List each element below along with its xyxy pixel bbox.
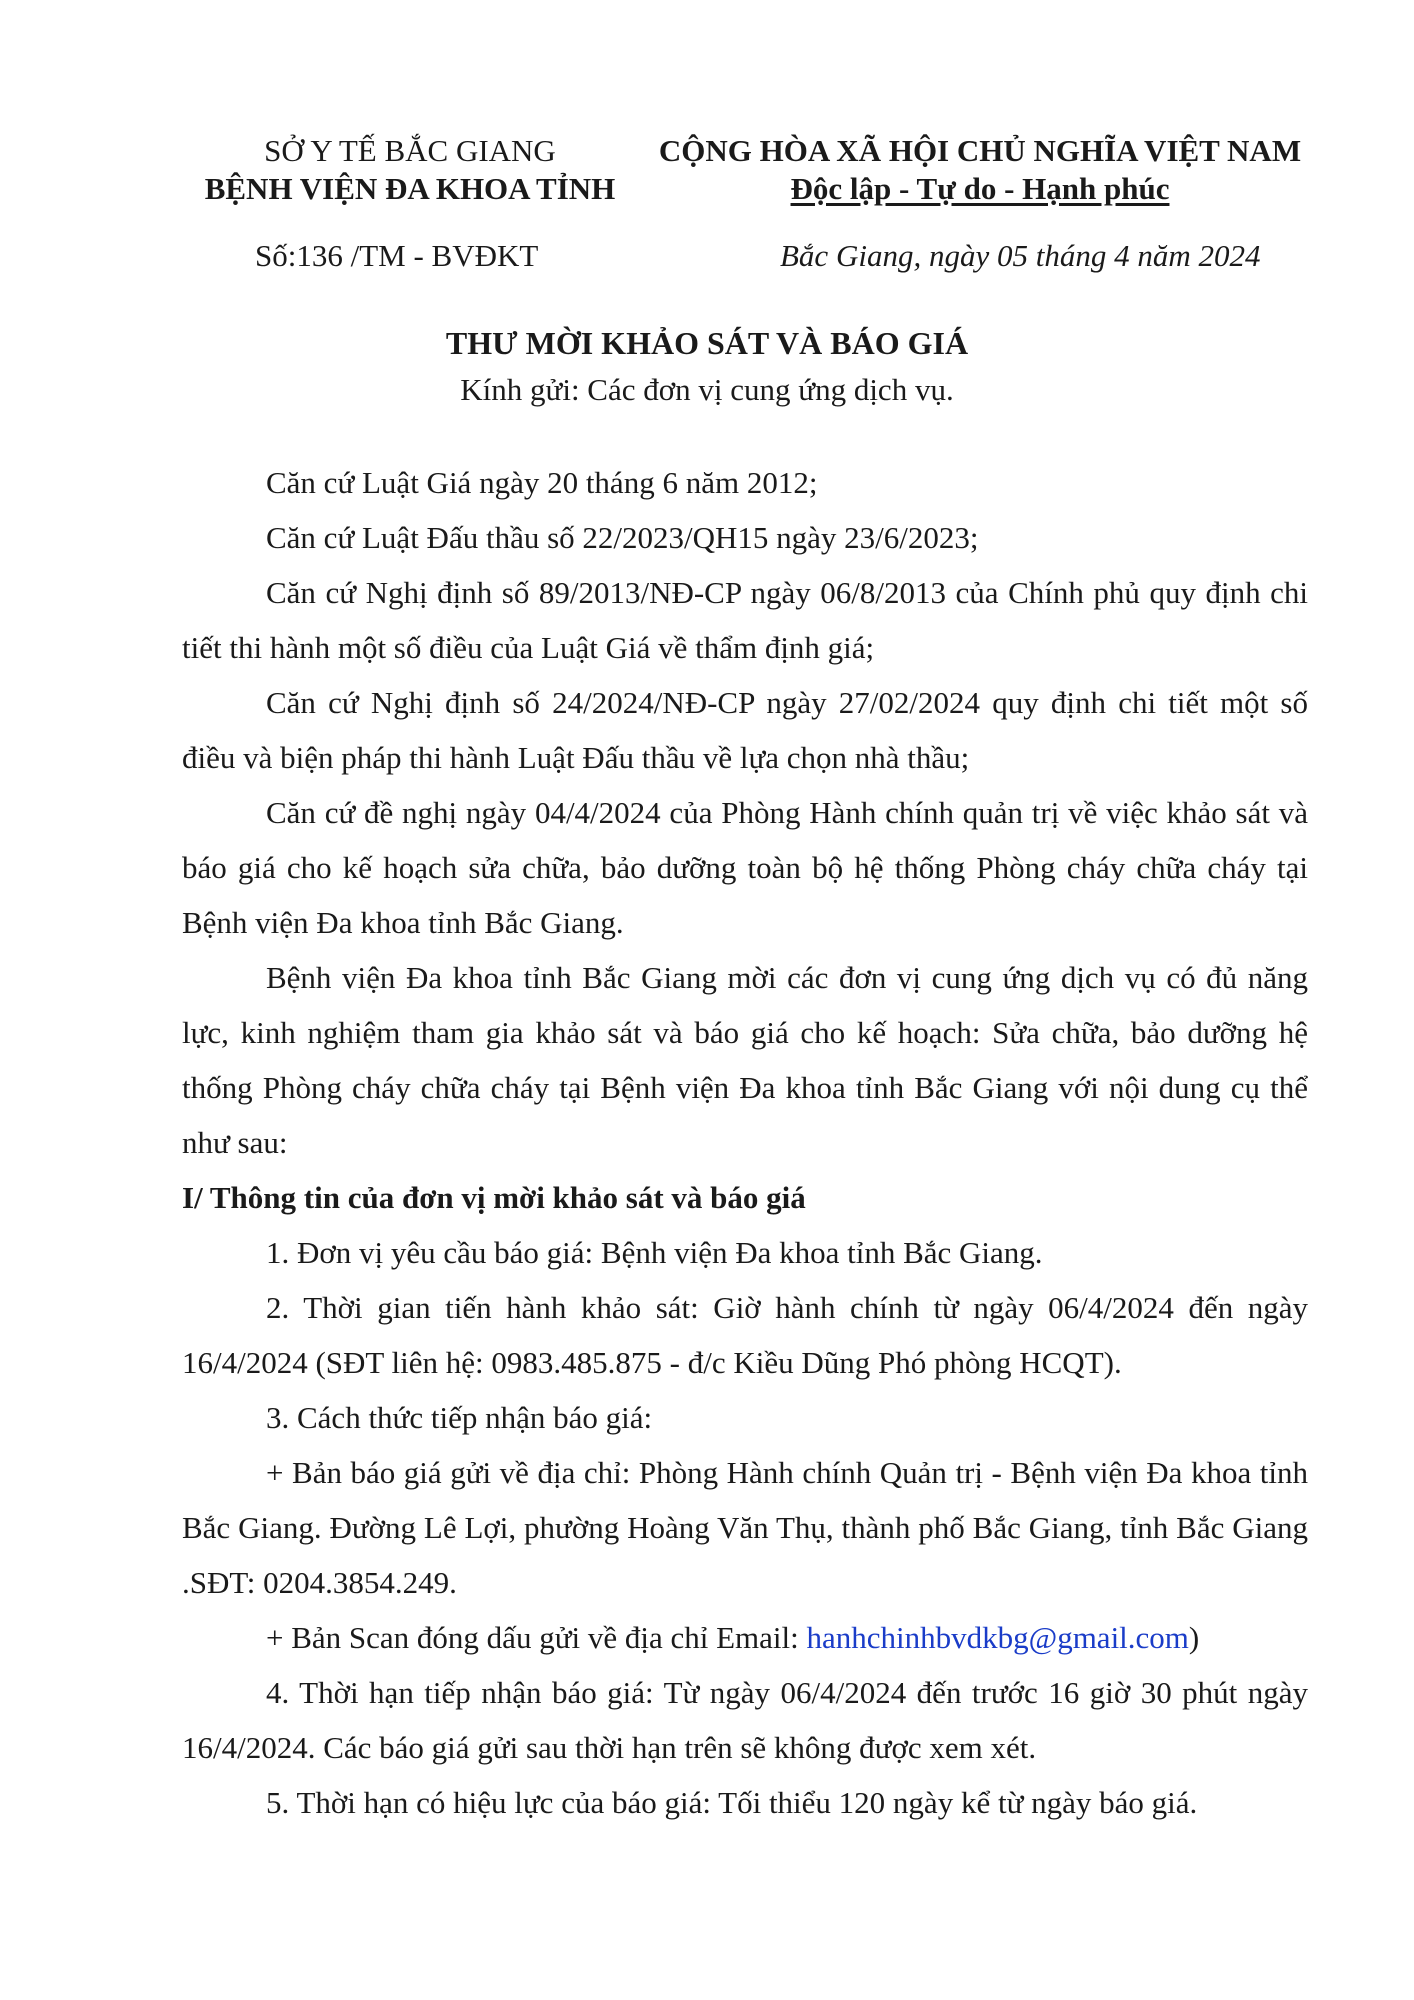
legal-basis-2: Căn cứ Luật Đấu thầu số 22/2023/QH15 ngày 23/6/2023; [266,520,979,555]
section-item-3a: + Bản báo giá gửi về địa chỉ: Phòng Hành chính Quản trị - Bệnh viện Đa khoa tỉnh Bắc Giang. Đường Lê Lợi, phường Hoàng Văn Thụ, thành phố Bắc Giang, tỉnh Bắc Giang .SĐT: 0204.3854.249. [182,1455,1308,1600]
document-body [182,455,1308,1830]
document-number: Số:136 /TM - BVĐKT [255,238,539,273]
section-item-3: 3. Cách thức tiếp nhận báo giá: [266,1400,653,1435]
national-title: CỘNG HÒA XÃ HỘI CHỦ NGHĨA VIỆT NAM [658,133,1302,168]
document-date: Bắc Giang, ngày 05 tháng 4 năm 2024 [780,238,1261,273]
document-title: THƯ MỜI KHẢO SÁT VÀ BÁO GIÁ [445,325,969,361]
section-item-1: 1. Đơn vị yêu cầu báo giá: Bệnh viện Đa khoa tỉnh Bắc Giang. [266,1235,1043,1270]
issuer-department: SỞ Y TẾ BẮC GIANG [264,133,556,168]
national-motto: Độc lập - Tự do - Hạnh phúc [790,171,1170,206]
issuer-block [170,132,650,208]
section-item-3b [182,1610,1308,1665]
email-suffix: ) [1188,1620,1200,1655]
national-motto-block [650,132,1310,208]
email-link[interactable]: hanhchinhbvdkbg@gmail.com [806,1620,1189,1655]
legal-basis-4: Căn cứ Nghị định số 24/2024/NĐ-CP ngày 27/02/2024 quy định chi tiết một số điều và biện pháp thi hành Luật Đấu thầu về lựa chọn nhà thầu; [182,685,1308,775]
section-heading: I/ Thông tin của đơn vị mời khảo sát và báo giá [182,1180,806,1215]
legal-basis-5: Căn cứ đề nghị ngày 04/4/2024 của Phòng Hành chính quản trị về việc khảo sát và báo giá cho kế hoạch sửa chữa, bảo dưỡng toàn bộ hệ thống Phòng cháy chữa cháy tại Bệnh viện Đa khoa tỉnh Bắc Giang. [182,795,1308,940]
legal-basis-3: Căn cứ Nghị định số 89/2013/NĐ-CP ngày 06/8/2013 của Chính phủ quy định chi tiết thi hành một số điều của Luật Giá về thẩm định giá; [182,575,1308,665]
section-item-2: 2. Thời gian tiến hành khảo sát: Giờ hành chính từ ngày 06/4/2024 đến ngày 16/4/2024 (SĐT liên hệ: 0983.485.875 - đ/c Kiều Dũng Phó phòng HCQT). [182,1290,1308,1380]
legal-basis-1: Căn cứ Luật Giá ngày 20 tháng 6 năm 2012; [266,465,818,500]
section-item-5: 5. Thời hạn có hiệu lực của báo giá: Tối thiểu 120 ngày kể từ ngày báo giá. [266,1785,1198,1820]
section-item-4: 4. Thời hạn tiếp nhận báo giá: Từ ngày 06/4/2024 đến trước 16 giờ 30 phút ngày 16/4/2024. Các báo giá gửi sau thời hạn trên sẽ không được xem xét. [182,1675,1308,1765]
email-label: + Bản Scan đóng dấu gửi về địa chỉ Email: [266,1620,807,1655]
recipient-line: Kính gửi: Các đơn vị cung ứng dịch vụ. [460,372,954,407]
invitation-paragraph: Bệnh viện Đa khoa tỉnh Bắc Giang mời các đơn vị cung ứng dịch vụ có đủ năng lực, kinh nghiệm tham gia khảo sát và báo giá cho kế hoạch: Sửa chữa, bảo dưỡng hệ thống Phòng cháy chữa cháy tại Bệnh viện Đa khoa tỉnh Bắc Giang với nội dung cụ thể như sau: [182,960,1308,1160]
issuer-hospital: BỆNH VIỆN ĐA KHOA TỈNH [204,171,616,206]
